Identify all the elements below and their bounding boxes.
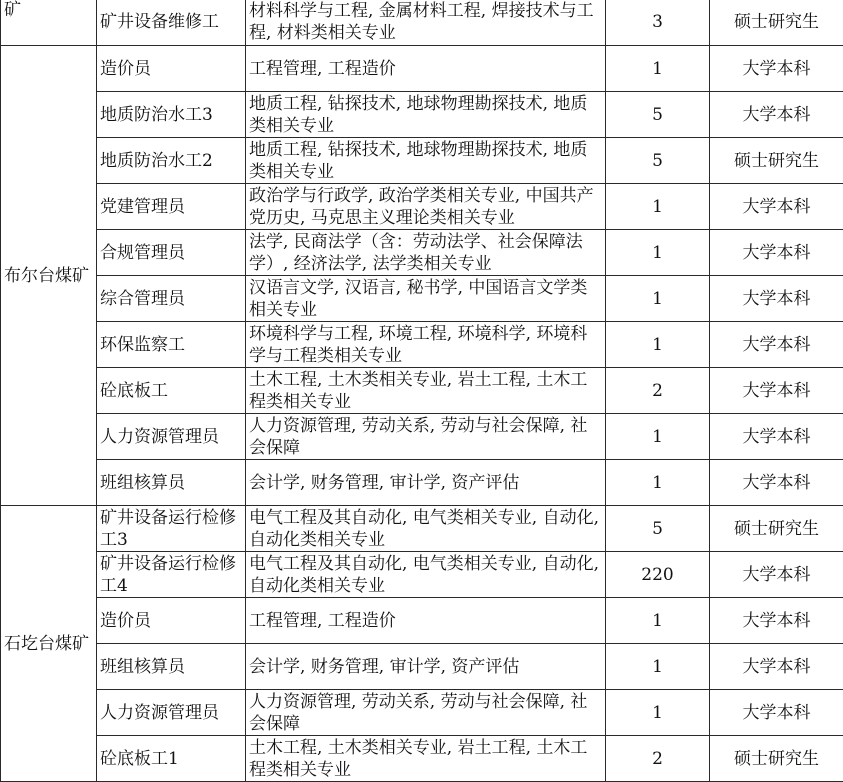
position-cell: 班组核算员 <box>97 644 246 690</box>
position-cell: 党建管理员 <box>97 184 246 230</box>
education-cell: 大学本科 <box>710 368 843 414</box>
unit-cell: 矿 <box>1 0 97 46</box>
majors-cell: 土木工程, 土木类相关专业, 岩土工程, 土木工程类相关专业 <box>246 368 606 414</box>
majors-cell: 人力资源管理, 劳动关系, 劳动与社会保障, 社会保障 <box>246 414 606 460</box>
count-cell: 1 <box>606 598 710 644</box>
table-row <box>1 0 843 46</box>
majors-cell: 法学, 民商法学（含：劳动法学、社会保障法学）, 经济法学, 法学类相关专业 <box>246 230 606 276</box>
majors-cell: 工程管理, 工程造价 <box>246 46 606 92</box>
majors-cell: 环境科学与工程, 环境工程, 环境科学, 环境科学与工程类相关专业 <box>246 322 606 368</box>
count-cell: 3 <box>606 0 710 46</box>
position-cell: 造价员 <box>97 598 246 644</box>
count-cell: 1 <box>606 644 710 690</box>
table-row <box>1 460 843 506</box>
position-cell: 综合管理员 <box>97 276 246 322</box>
position-cell: 造价员 <box>97 46 246 92</box>
recruitment-table-body <box>1 0 843 782</box>
count-cell: 1 <box>606 276 710 322</box>
education-cell: 大学本科 <box>710 644 843 690</box>
education-cell: 硕士研究生 <box>710 138 843 184</box>
education-cell: 大学本科 <box>710 184 843 230</box>
count-cell: 5 <box>606 92 710 138</box>
table-row <box>1 184 843 230</box>
position-cell: 人力资源管理员 <box>97 414 246 460</box>
education-cell: 大学本科 <box>710 322 843 368</box>
majors-cell: 会计学, 财务管理, 审计学, 资产评估 <box>246 644 606 690</box>
count-cell: 2 <box>606 368 710 414</box>
count-cell: 1 <box>606 414 710 460</box>
count-cell: 5 <box>606 506 710 552</box>
position-cell: 环保监察工 <box>97 322 246 368</box>
majors-cell: 人力资源管理, 劳动关系, 劳动与社会保障, 社会保障 <box>246 690 606 736</box>
majors-cell: 会计学, 财务管理, 审计学, 资产评估 <box>246 460 606 506</box>
count-cell: 1 <box>606 184 710 230</box>
education-cell: 大学本科 <box>710 46 843 92</box>
table-row <box>1 92 843 138</box>
education-cell: 大学本科 <box>710 552 843 598</box>
count-cell: 5 <box>606 138 710 184</box>
majors-cell: 政治学与行政学, 政治学类相关专业, 中国共产党历史, 马克思主义理论类相关专业 <box>246 184 606 230</box>
majors-cell: 汉语言文学, 汉语言, 秘书学, 中国语言文学类相关专业 <box>246 276 606 322</box>
table-row <box>1 46 843 92</box>
education-cell: 大学本科 <box>710 276 843 322</box>
majors-cell: 电气工程及其自动化, 电气类相关专业, 自动化, 自动化类相关专业 <box>246 552 606 598</box>
count-cell: 2 <box>606 736 710 782</box>
majors-cell: 工程管理, 工程造价 <box>246 598 606 644</box>
table-row <box>1 276 843 322</box>
position-cell: 地质防治水工2 <box>97 138 246 184</box>
education-cell: 硕士研究生 <box>710 0 843 46</box>
unit-cell: 石圪台煤矿 <box>1 506 97 782</box>
education-cell: 大学本科 <box>710 414 843 460</box>
majors-cell: 地质工程, 钻探技术, 地球物理勘探技术, 地质类相关专业 <box>246 138 606 184</box>
position-cell: 合规管理员 <box>97 230 246 276</box>
majors-cell: 材料科学与工程, 金属材料工程, 焊接技术与工程, 材料类相关专业 <box>246 0 606 46</box>
education-cell: 大学本科 <box>710 92 843 138</box>
position-cell: 砼底板工1 <box>97 736 246 782</box>
count-cell: 1 <box>606 690 710 736</box>
table-row <box>1 414 843 460</box>
unit-cell: 布尔台煤矿 <box>1 46 97 506</box>
majors-cell: 土木工程, 土木类相关专业, 岩土工程, 土木工程类相关专业 <box>246 736 606 782</box>
position-cell: 矿井设备运行检修工4 <box>97 552 246 598</box>
education-cell: 硕士研究生 <box>710 736 843 782</box>
count-cell: 1 <box>606 230 710 276</box>
table-row <box>1 230 843 276</box>
table-row <box>1 736 843 782</box>
majors-cell: 电气工程及其自动化, 电气类相关专业, 自动化, 自动化类相关专业 <box>246 506 606 552</box>
table-row <box>1 644 843 690</box>
education-cell: 大学本科 <box>710 460 843 506</box>
education-cell: 硕士研究生 <box>710 506 843 552</box>
education-cell: 大学本科 <box>710 230 843 276</box>
count-cell: 1 <box>606 46 710 92</box>
count-cell: 1 <box>606 460 710 506</box>
table-row <box>1 690 843 736</box>
table-row <box>1 552 843 598</box>
position-cell: 人力资源管理员 <box>97 690 246 736</box>
education-cell: 大学本科 <box>710 598 843 644</box>
table-row <box>1 138 843 184</box>
education-cell: 大学本科 <box>710 690 843 736</box>
count-cell: 220 <box>606 552 710 598</box>
position-cell: 班组核算员 <box>97 460 246 506</box>
position-cell: 砼底板工 <box>97 368 246 414</box>
position-cell: 矿井设备运行检修工3 <box>97 506 246 552</box>
count-cell: 1 <box>606 322 710 368</box>
table-row <box>1 598 843 644</box>
table-row <box>1 506 843 552</box>
table-row <box>1 368 843 414</box>
position-cell: 地质防治水工3 <box>97 92 246 138</box>
table-row <box>1 322 843 368</box>
position-cell: 矿井设备维修工 <box>97 0 246 46</box>
majors-cell: 地质工程, 钻探技术, 地球物理勘探技术, 地质类相关专业 <box>246 92 606 138</box>
